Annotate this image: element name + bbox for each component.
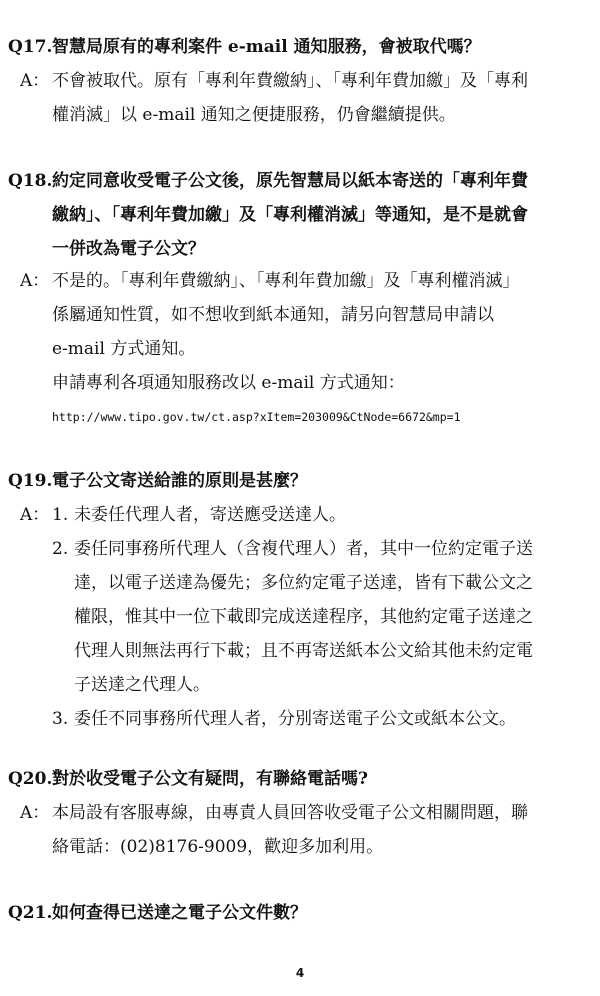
answer-line: 權消滅」以 e-mail 通知之便捷服務，仍會繼續提供。 bbox=[52, 105, 456, 125]
answer-q17 bbox=[20, 64, 594, 132]
answer-q19 bbox=[20, 498, 594, 736]
tipo-url-link[interactable]: http://www.tipo.gov.tw/ct.asp?xItem=203009&CtNode=6672&mp=1 bbox=[52, 410, 461, 424]
answer-line: 係屬通知性質，如不想收到紙本通知，請另向智慧局申請以 bbox=[52, 305, 494, 325]
page-number: 4 bbox=[295, 966, 305, 980]
question-number: Q20. bbox=[8, 769, 53, 789]
question-q20 bbox=[8, 762, 594, 796]
question-title: 電子公文寄送給誰的原則是甚麼？ bbox=[52, 471, 307, 491]
question-number: Q18. bbox=[8, 171, 53, 191]
answer-q18 bbox=[20, 264, 594, 434]
question-title-line: 約定同意收受電子公文後，原先智慧局以紙本寄送的「專利年費 bbox=[52, 171, 528, 191]
question-q21 bbox=[8, 896, 594, 930]
question-number: Q21. bbox=[8, 903, 53, 923]
list-item-line: 達，以電子送達為優先；多位約定電子送達，皆有下載公文之 bbox=[74, 573, 533, 593]
question-title-line: 繳納」、「專利年費加繳」及「專利權消滅」等通知，是不是就會 bbox=[52, 205, 528, 225]
list-item-line: 權限，惟其中一位下載即完成送達程序，其他約定電子送達之 bbox=[74, 607, 533, 627]
list-item-line: 委任不同事務所代理人者，分別寄送電子公文或紙本公文。 bbox=[74, 709, 516, 729]
answer-line: 申請專利各項通知服務改以 e-mail 方式通知： bbox=[52, 373, 405, 393]
answer-q20 bbox=[20, 796, 594, 864]
list-item-number: 3. bbox=[52, 709, 69, 729]
answer-label: A： bbox=[20, 71, 50, 91]
list-item bbox=[52, 498, 594, 532]
question-q18 bbox=[8, 164, 594, 266]
answer-label: A： bbox=[20, 803, 50, 823]
answer-line: 不會被取代。原有「專利年費繳納」、「專利年費加繳」及「專利 bbox=[52, 71, 528, 91]
answer-line: 不是的。「專利年費繳納」、「專利年費加繳」及「專利權消滅」 bbox=[52, 271, 520, 291]
answer-label: A： bbox=[20, 271, 50, 291]
list-item-line: 委任同事務所代理人（含複代理人）者，其中一位約定電子送 bbox=[74, 539, 533, 559]
answer-label: A： bbox=[20, 505, 50, 525]
list-item-line: 未委任代理人者，寄送應受送達人。 bbox=[74, 505, 346, 525]
question-title-line: 一併改為電子公文？ bbox=[52, 239, 205, 259]
question-q17 bbox=[8, 30, 594, 64]
list-item-line: 子送達之代理人。 bbox=[74, 675, 210, 695]
list-item-number: 2. bbox=[52, 539, 69, 559]
question-number: Q19. bbox=[8, 471, 53, 491]
answer-line: 本局設有客服專線，由專責人員回答收受電子公文相關問題，聯 bbox=[52, 803, 528, 823]
list-item-line: 代理人則無法再行下載；且不再寄送紙本公文給其他未約定電 bbox=[74, 641, 533, 661]
list-item bbox=[52, 702, 594, 736]
question-number: Q17. bbox=[8, 37, 53, 57]
question-title: 智慧局原有的專利案件 e-mail 通知服務，會被取代嗎？ bbox=[52, 37, 481, 57]
question-title: 對於收受電子公文有疑問，有聯絡電話嗎? bbox=[52, 769, 368, 789]
question-q19 bbox=[8, 464, 594, 498]
answer-line: 絡電話：(02)8176-9009，歡迎多加利用。 bbox=[52, 837, 384, 857]
list-item bbox=[52, 532, 594, 702]
answer-line: e-mail 方式通知。 bbox=[52, 339, 196, 359]
question-title: 如何查得已送達之電子公文件數？ bbox=[52, 903, 307, 923]
list-item-number: 1. bbox=[52, 505, 69, 525]
